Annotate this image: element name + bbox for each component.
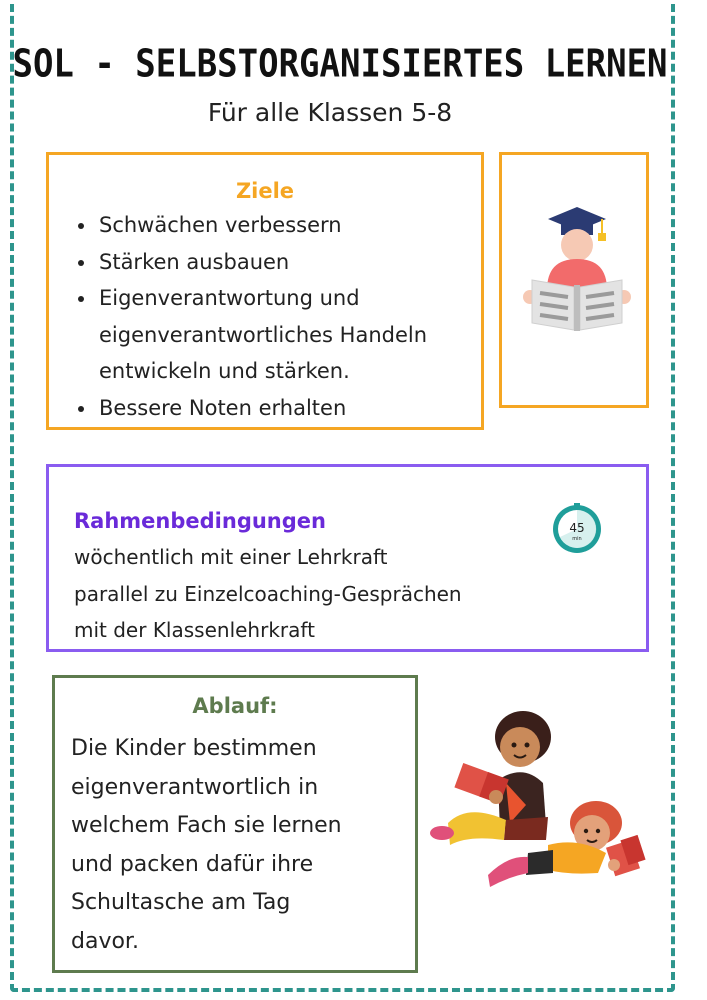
ablauf-line: Schultasche am Tag <box>71 890 291 915</box>
ablauf-title: Ablauf: <box>192 694 278 718</box>
ablauf-box <box>52 675 418 973</box>
ziele-title: Ziele <box>235 179 295 203</box>
rahmen-line: wöchentlich mit einer Lehrkraft <box>74 545 388 569</box>
rahmen-line: mit der Klassenlehrkraft <box>74 618 315 642</box>
ablauf-line: davor. <box>71 928 139 954</box>
rahmen-line: parallel zu Einzelcoaching-Gesprächen <box>74 581 462 606</box>
page-title: SOL - SELBSTORGANISIERTES LERNEN <box>12 41 668 87</box>
student-image-box <box>499 152 649 408</box>
kids-reading-icon <box>428 705 653 890</box>
ziele-item: • Bessere Noten erhalten <box>97 390 457 427</box>
ablauf-line: welchem Fach sie lernen <box>71 813 342 838</box>
ziele-box <box>46 152 484 430</box>
timer-unit: min <box>572 536 582 542</box>
rahmen-box <box>46 464 649 652</box>
ziele-item: • Schwächen verbessern <box>97 207 457 244</box>
timer-icon <box>551 503 603 555</box>
page-subtitle: Für alle Klassen 5-8 <box>207 98 453 127</box>
rahmen-title: Rahmenbedingungen <box>74 509 326 533</box>
ablauf-line: eigenverantwortlich in <box>71 774 319 800</box>
student-reading-icon <box>502 155 646 405</box>
ablauf-text <box>71 730 342 961</box>
ziele-item: • Eigenverantwortung und eigenverantwortliches Handeln entwickeln und stärken. <box>97 280 457 390</box>
ziele-list <box>77 207 457 426</box>
rahmen-text <box>74 539 462 649</box>
ablauf-line: Die Kinder bestimmen <box>71 736 317 761</box>
timer-value: 45 <box>569 521 585 535</box>
ablauf-line: und packen dafür ihre <box>71 851 314 877</box>
ziele-item: • Stärken ausbauen <box>97 244 457 281</box>
